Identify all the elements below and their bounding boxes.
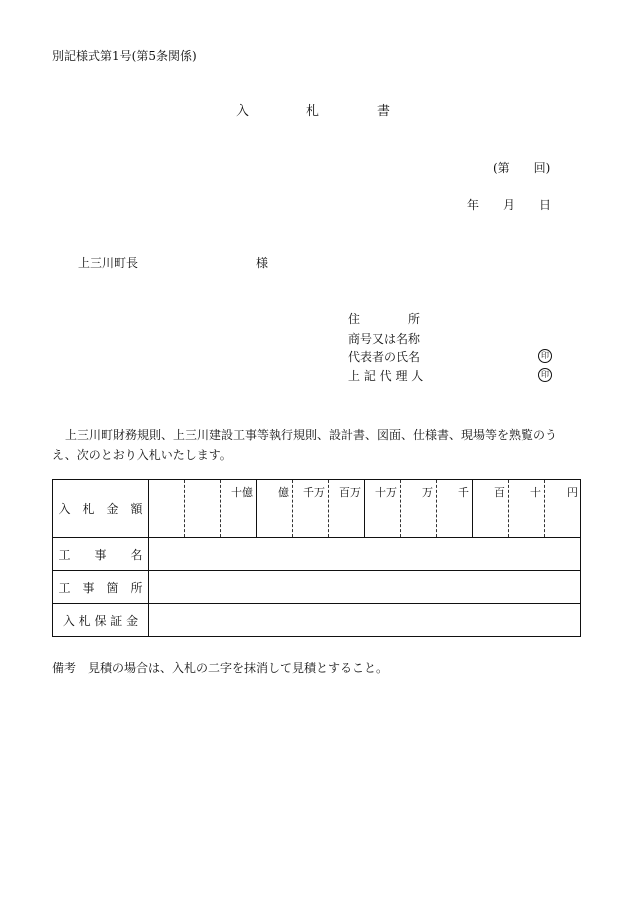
digit-cell [149, 480, 185, 537]
date-label: 年 月 日 [467, 198, 552, 212]
honorific: 様 [256, 256, 269, 270]
addressee: 上三川町長 [78, 256, 139, 270]
construction-location-label: 工 事 箇 所 [53, 571, 149, 604]
representative-label: 代表者の氏名 [348, 350, 421, 364]
digit-cell-yen: 円 [567, 486, 578, 499]
round-label: (第 回) [493, 161, 551, 175]
digit-cell-ten-million: 千万 [293, 480, 329, 537]
digit-cell-hundred: 百 [473, 480, 509, 537]
digit-cell-million: 百万 [329, 480, 365, 537]
form-number: 別記様式第1号(第5条関係) [52, 49, 197, 63]
digit-cell-hundred-million: 億 [257, 480, 293, 537]
digit-cell-thousand: 千 [437, 480, 473, 537]
construction-location-row [53, 571, 581, 604]
construction-name-label: 工 事 名 [53, 538, 149, 571]
seal-mark-agent: 印 [538, 368, 552, 382]
digit-cell-ten-thousand: 万 [401, 480, 437, 537]
title-char-1: 入 [236, 104, 250, 119]
construction-location-value [149, 571, 581, 604]
construction-name-value [149, 538, 581, 571]
address-label: 住 所 [348, 312, 421, 326]
bid-deposit-label: 入 札 保 証 金 [53, 604, 149, 637]
digit-cell-ten-billion: 十億 [221, 480, 257, 537]
bid-amount-row [53, 480, 581, 538]
bid-amount-label: 入 札 金 額 [53, 480, 149, 538]
digit-cell-ten: 十 [509, 480, 545, 537]
construction-name-row [53, 538, 581, 571]
bid-deposit-row [53, 604, 581, 637]
remark-note: 備考 見積の場合は、入札の二字を抹消して見積とすること。 [52, 661, 389, 675]
bid-table [52, 479, 581, 637]
agent-label: 上 記 代 理 人 [348, 369, 424, 383]
bid-deposit-value [149, 604, 581, 637]
bid-amount-digits [149, 480, 581, 538]
digit-cell-hundred-thousand: 十万 [365, 480, 401, 537]
seal-mark-representative: 印 [538, 349, 552, 363]
declaration-text: 上三川町財務規則、上三川建設工事等執行規則、設計書、図面、仕様書、現場等を熟覧のうえ、次のとおり入札いたします。 [52, 428, 558, 462]
title-char-3: 書 [377, 104, 391, 119]
company-name-label: 商号又は名称 [348, 332, 421, 346]
title-char-2: 札 [306, 104, 320, 119]
digit-cell [185, 480, 221, 537]
